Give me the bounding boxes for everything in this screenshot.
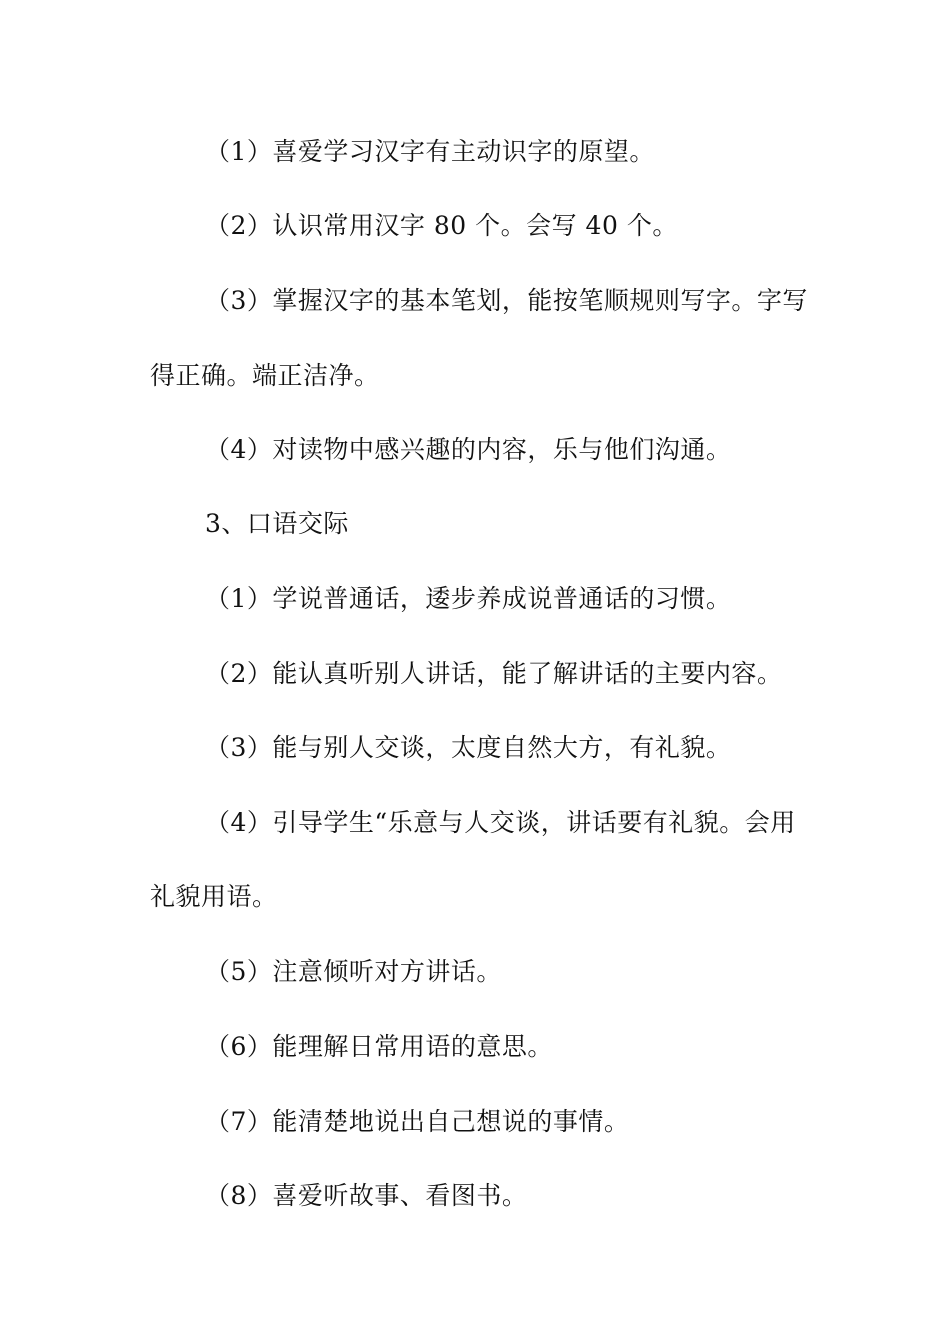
- paragraph-line: （3）能与别人交谈，太度自然大方，有礼貌。: [205, 733, 732, 762]
- paragraph-line: （8）喜爱听故事、看图书。: [205, 1181, 528, 1210]
- paragraph-line: （4）引导学生“乐意与人交谈，讲话要有礼貌。会用: [205, 808, 796, 837]
- paragraph-line: 礼貌用语。: [150, 882, 278, 911]
- paragraph-line: （4）对读物中感兴趣的内容，乐与他们沟通。: [205, 435, 732, 464]
- paragraph-line: （2）能认真听别人讲话，能了解讲话的主要内容。: [205, 659, 783, 688]
- paragraph-line: 得正确。端正洁净。: [150, 361, 380, 390]
- section-heading: 3、口语交际: [205, 509, 349, 538]
- paragraph-line: （2）认识常用汉字 80 个。会写 40 个。: [205, 211, 678, 240]
- paragraph-line: （7）能清楚地说出自己想说的事情。: [205, 1107, 630, 1136]
- paragraph-line: （5）注意倾听对方讲话。: [205, 957, 502, 986]
- paragraph-line: （1）学说普通话，逶步养成说普通话的习惯。: [205, 584, 732, 613]
- paragraph-line: （3）掌握汉字的基本笔划，能按笔顺规则写字。字写: [205, 286, 808, 315]
- paragraph-line: （1）喜爱学习汉字有主动识字的原望。: [205, 137, 655, 166]
- paragraph-line: （6）能理解日常用语的意思。: [205, 1032, 553, 1061]
